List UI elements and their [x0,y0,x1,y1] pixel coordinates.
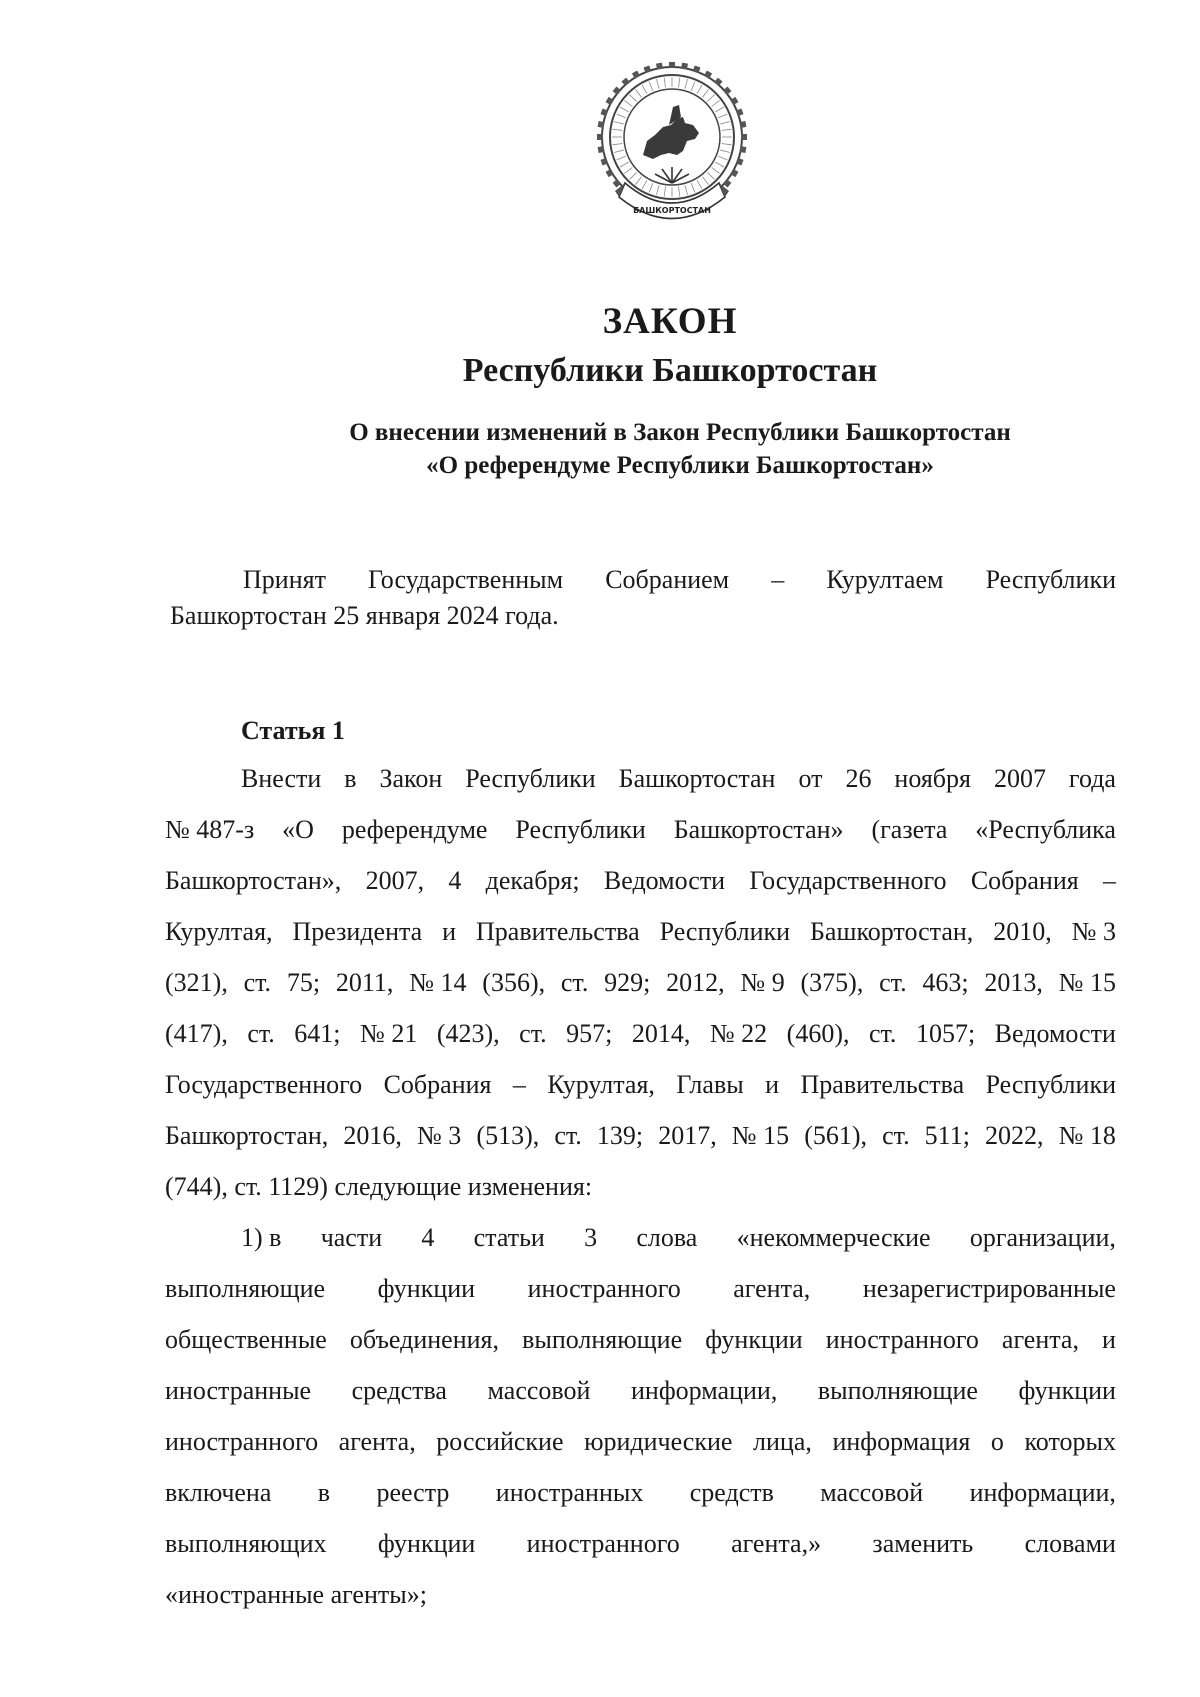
article-word: ст. [879,968,907,997]
article-text-line [165,1212,1116,1263]
article-word: массовой [487,1376,591,1405]
article-text-line [165,1110,1116,1161]
article-word: Внести [241,764,322,793]
article-word: ст. [247,1019,275,1048]
article-word: 2011, [335,968,394,997]
article-word: о [990,1427,1004,1456]
article-word: Республики [985,1070,1116,1099]
article-word: 4 [448,866,462,895]
article-word: № 487-з [165,815,255,844]
article-text-line [165,1416,1116,1467]
article-word: декабря; [485,866,580,895]
article-word: № 9 [740,968,785,997]
article-word: словами [1024,1529,1116,1558]
article-word: информация [832,1427,971,1456]
article-word: 2010, [993,917,1052,946]
article-word: (561), [804,1121,868,1150]
article-word: 139; [596,1121,644,1150]
article-word: референдуме [341,815,488,844]
article-word: № 22 [709,1019,768,1048]
article-word: 957; [566,1019,613,1048]
article-word: включена [165,1478,272,1507]
article-word: незарегистрированные [862,1274,1116,1303]
article-word: российские [436,1427,564,1456]
article-word: агента, [733,1274,811,1303]
article-word: № 18 [1058,1121,1116,1150]
article-text-line [165,1161,1116,1212]
article-word: Башкортостан [618,764,776,793]
article-word: 2014, [631,1019,691,1048]
article-word: Курултая, [165,917,273,946]
article-word: в [344,764,357,793]
article-word: № 3 [1071,917,1116,946]
article-word: информации, [969,1478,1116,1507]
article-word: Республики [659,917,791,946]
article-word: функции [705,1325,803,1354]
article-word: ст. [243,968,272,997]
article-word: № 15 [1058,968,1116,997]
article-word: юридические [584,1427,733,1456]
article-word: № 15 [731,1121,790,1150]
article-word: Собрания [970,866,1079,895]
adoption-statement [170,562,1116,634]
article-word: Ведомости [994,1019,1116,1048]
article-word: «иностранные агенты»; [165,1580,427,1609]
article-word: общественные [165,1325,327,1354]
article-word: Ведомости [603,866,726,895]
article-word: 75; [286,968,321,997]
law-subject-line-1: О внесении изменений в Закон Республики Башкортостан [349,419,1011,446]
article-word: (744), ст. 1129) следующие изменения: [165,1172,593,1201]
bashkortostan-coat-of-arms-icon [585,55,760,240]
article-word: статьи [473,1223,545,1252]
article-word: № 21 [360,1019,418,1048]
article-word: 1057; [915,1019,976,1048]
article-word: в [317,1478,331,1507]
article-word: лица, [753,1427,812,1456]
article-word: «О [282,815,314,844]
article-word: агента, [338,1427,416,1456]
article-text-line [165,804,1116,855]
article-word: выполняющие [817,1376,978,1405]
article-word: заменить [872,1529,974,1558]
article-word: 2022, [985,1121,1044,1150]
article-text-line [165,753,1116,804]
emblem-ribbon-text: БАШКОРТОСТАН [633,206,711,215]
adoption-word: Принят [243,565,326,594]
article-word: иностранного [165,1427,319,1456]
article-word: Башкортостан, [165,1121,329,1150]
article-word: Собрания [383,1070,492,1099]
article-word: № 3 [417,1121,462,1150]
article-word: 3 [584,1223,598,1252]
article-word: 26 [845,764,872,793]
article-word: и [1102,1325,1116,1354]
article-word: (321), [165,968,228,997]
article-word: 2013, [984,968,1043,997]
article-word: «Республика [975,815,1116,844]
article-word: ст. [560,968,589,997]
article-word: выполняющие [522,1325,683,1354]
article-word: Правительства [800,1070,965,1099]
article-text-line [165,1365,1116,1416]
article-word: Башкортостан, [809,917,974,946]
adoption-word: Государственным [368,565,564,594]
article-word: Республики [515,815,646,844]
article-text-line [165,1314,1116,1365]
adoption-word: Республики [985,565,1116,594]
article-word: и [442,917,457,946]
adoption-line-2: Башкортостан 25 января 2024 года. [170,601,559,630]
law-subject-line-2: «О референдуме Республики Башкортостан» [426,452,934,479]
article-word: иностранных [495,1478,644,1507]
article-word: ст. [868,1019,897,1048]
adoption-word: – [771,565,785,594]
article-word: ст. [519,1019,547,1048]
article-word: иностранного [825,1325,979,1354]
article-word: иностранного [527,1274,681,1303]
article-word: Государственного [749,866,947,895]
article-word: 2016, [343,1121,402,1150]
article-text-line [165,1467,1116,1518]
article-word: 2012, [666,968,725,997]
article-word: Башкортостан» [673,815,844,844]
article-word: (513), [476,1121,540,1150]
article-word: (417), [165,1019,228,1048]
adoption-word: Курултаем [826,565,944,594]
article-word: (356), [482,968,546,997]
article-word: реестр [376,1478,450,1507]
article-word: № 14 [409,968,467,997]
article-body [165,753,1116,1620]
article-word: Правительства [476,917,640,946]
article-word: средств [689,1478,774,1507]
article-word: ст. [882,1121,910,1150]
article-word: 641; [294,1019,341,1048]
article-word: массовой [820,1478,924,1507]
article-word: от [798,764,823,793]
article-word: выполняющих [165,1529,327,1558]
article-word: функции [1018,1376,1116,1405]
article-word: 2007 [993,764,1046,793]
article-word: Главы [676,1070,744,1099]
article-word: иностранные [165,1376,312,1405]
article-word: информации, [630,1376,778,1405]
article-word: (газета [871,815,948,844]
article-word: функции [377,1274,476,1303]
article-word: 4 [421,1223,435,1252]
document-subtitle: Республики Башкортостан [462,352,878,389]
article-word: 511; [924,1121,970,1150]
article-word: – [1103,866,1116,895]
article-word: (460), [786,1019,850,1048]
article-word: «некоммерческие [736,1223,931,1252]
article-text-line [165,1008,1116,1059]
article-text-line [165,1263,1116,1314]
article-word: средства [351,1376,447,1405]
article-word: части [320,1223,383,1252]
article-word: 1) в [241,1223,282,1252]
article-word: ст. [554,1121,582,1150]
article-word: Республики [465,764,596,793]
article-text-line [165,957,1116,1008]
law-subject [295,416,1065,482]
article-word: Закон [379,764,443,793]
article-word: (423), [436,1019,500,1048]
article-word: которых [1024,1427,1116,1456]
article-word: 463; [922,968,969,997]
article-word: Президента [292,917,423,946]
article-text-line [165,1569,1116,1620]
adoption-line-1 [170,562,1116,598]
article-word: года [1068,764,1116,793]
article-word: ноября [894,764,971,793]
article-heading: Статья 1 [241,716,345,745]
article-word: функции [377,1529,476,1558]
article-word: Башкортостан», [165,866,342,895]
article-word: Курултая, [547,1070,655,1099]
article-word: слова [636,1223,698,1252]
article-word: 929; [604,968,651,997]
article-word: и [765,1070,780,1099]
article-text-line [165,906,1116,957]
article-word: агента,» [731,1529,822,1558]
article-word: 2007, [365,866,425,895]
article-word: (375), [800,968,864,997]
article-word: Государственного [165,1070,363,1099]
article-text-line [165,1518,1116,1569]
article-word: организации, [969,1223,1116,1252]
article-word: объединения, [349,1325,500,1354]
article-word: агента, [1001,1325,1079,1354]
article-text-line [165,1059,1116,1110]
adoption-word: Собранием [605,565,730,594]
article-word: выполняющие [165,1274,326,1303]
article-text-line [165,855,1116,906]
article-word: – [512,1070,526,1099]
document-title: ЗАКОН [602,301,738,342]
article-word: 2017, [658,1121,717,1150]
article-word: иностранного [526,1529,680,1558]
